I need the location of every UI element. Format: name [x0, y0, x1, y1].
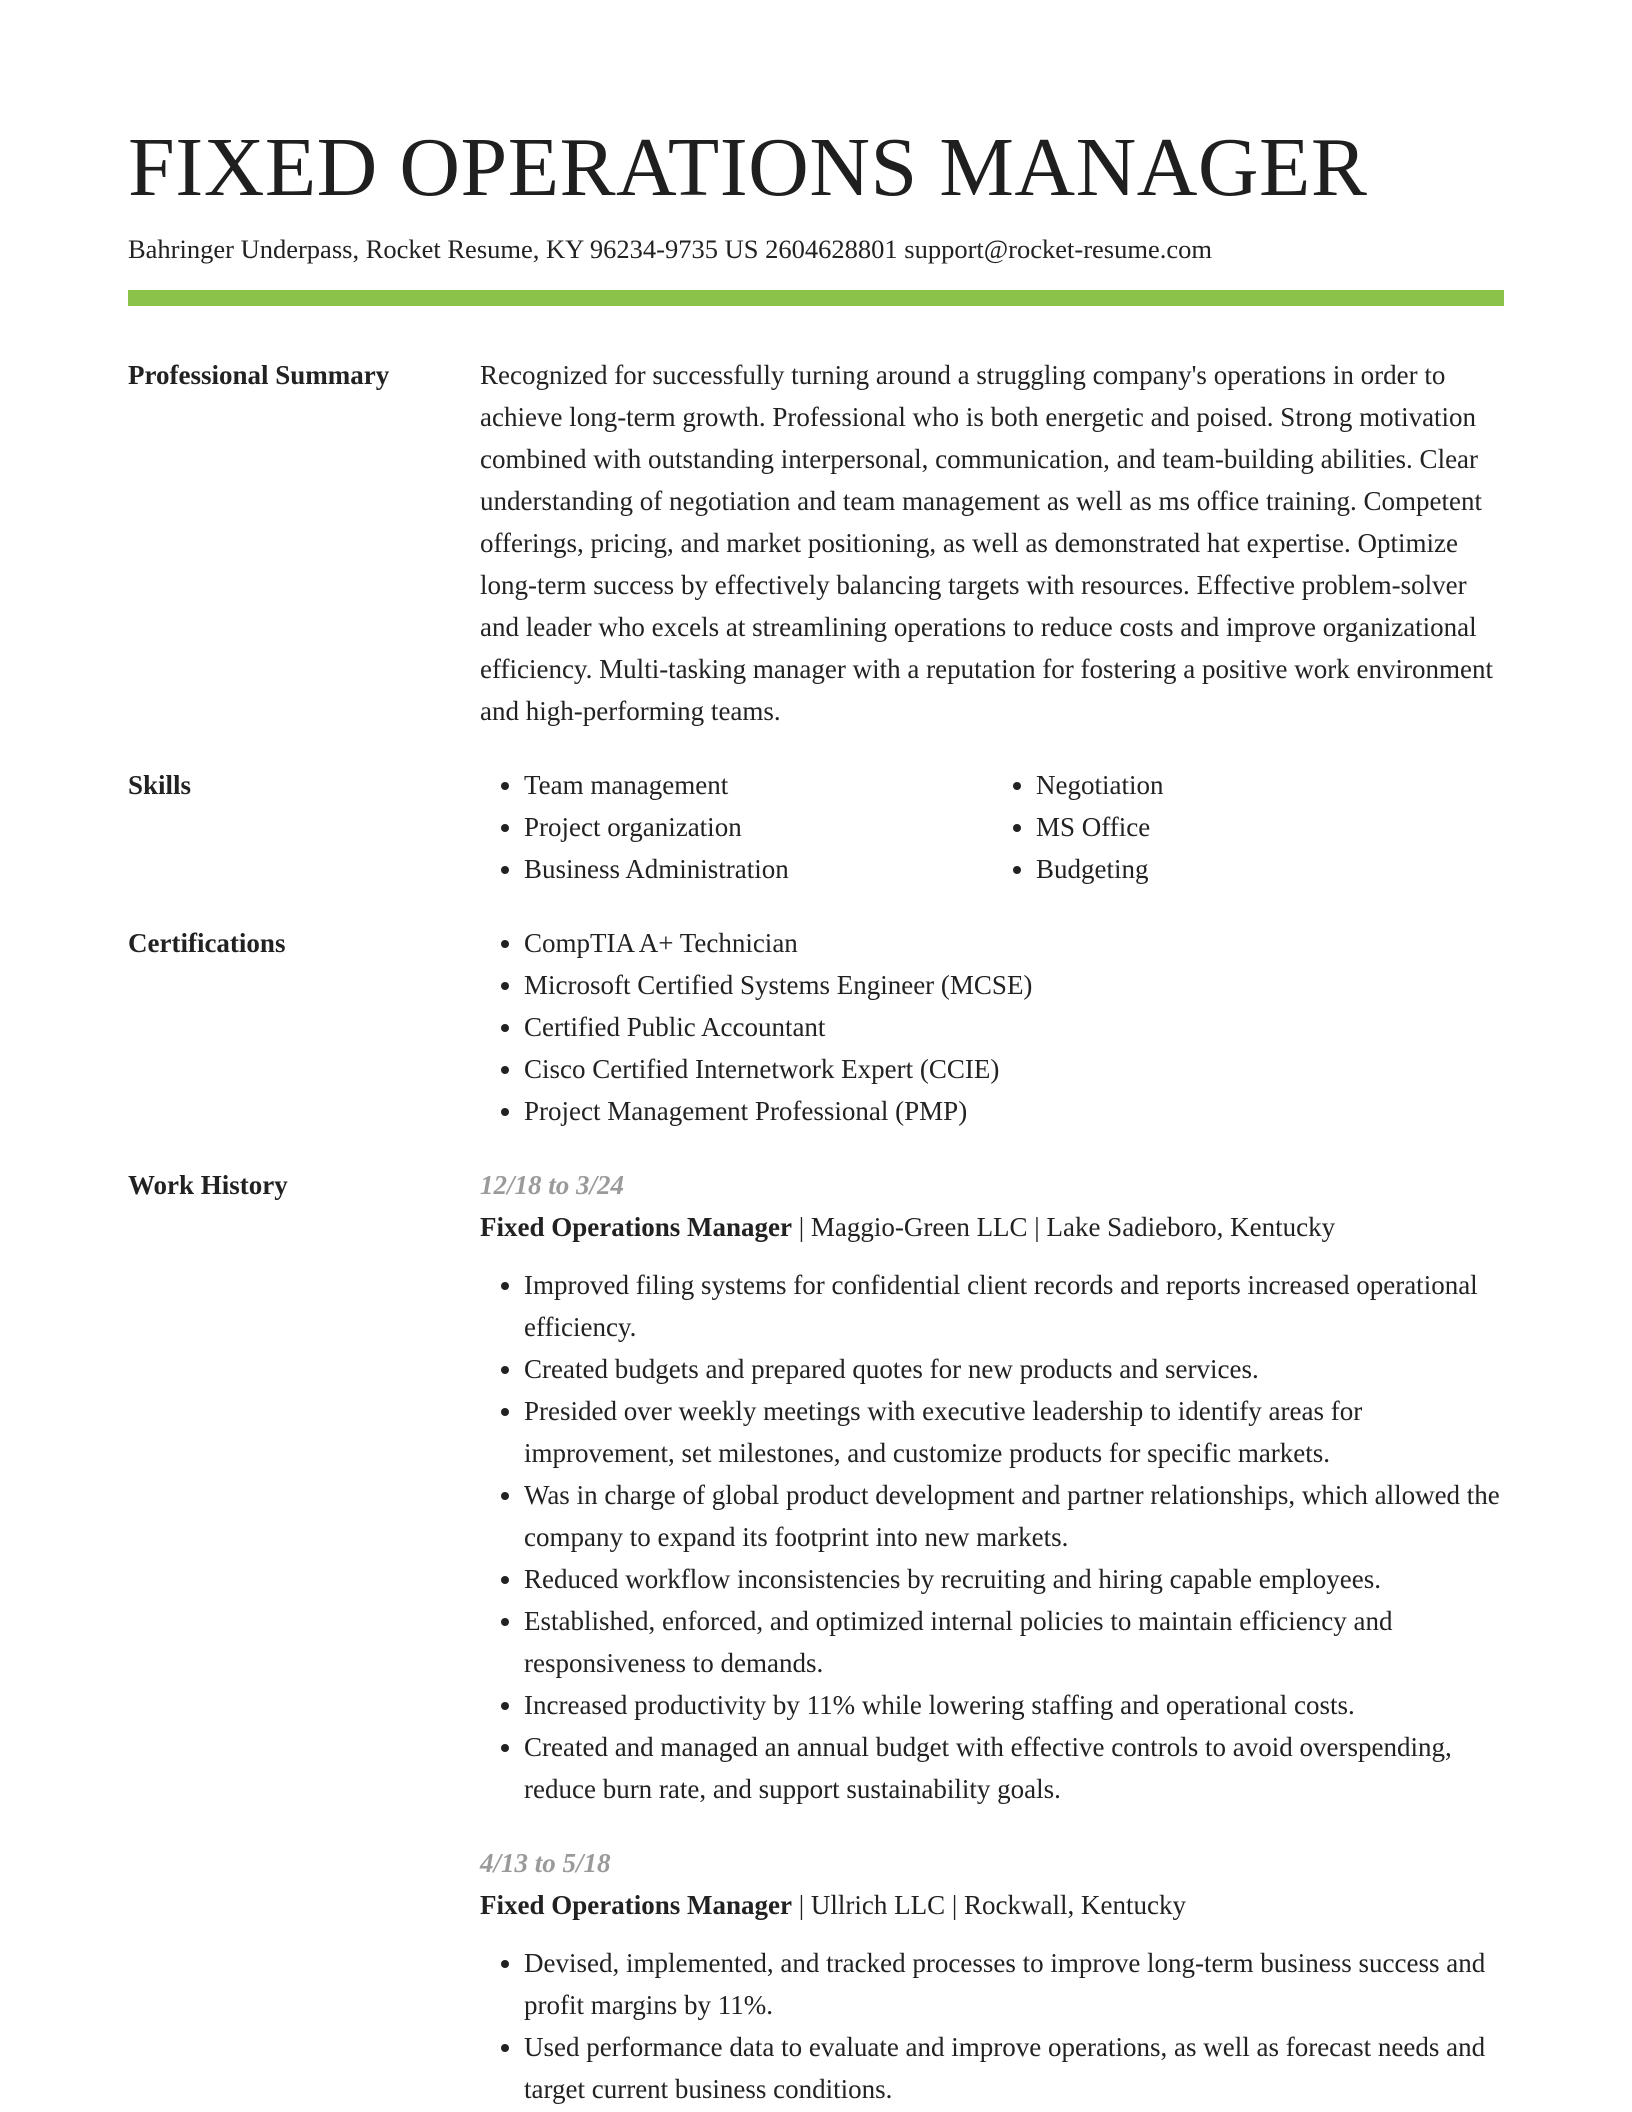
list-item: • Created budgets and prepared quotes for new products and services. [524, 1348, 1504, 1390]
job-heading [480, 1206, 1504, 1248]
list-item: • Budgeting [1036, 848, 1504, 890]
skills-list-right [992, 764, 1504, 890]
section-work-history [128, 1164, 1504, 2110]
job-details: | Maggio-Green LLC | Lake Sadieboro, Kentucky [791, 1212, 1336, 1242]
job-entry [480, 1842, 1504, 2110]
section-professional-summary [128, 354, 1504, 732]
section-label: Professional Summary [128, 360, 390, 390]
list-item: • Was in charge of global product development and partner relationships, which allowed the company to expand its footprint into new markets. [524, 1474, 1504, 1558]
job-bullets [480, 1942, 1504, 2110]
certifications-list [480, 922, 1504, 1132]
list-item: • Established, enforced, and optimized internal policies to maintain efficiency and responsiveness to demands. [524, 1600, 1504, 1684]
list-item: • Reduced workflow inconsistencies by recruiting and hiring capable employees. [524, 1558, 1504, 1600]
list-item: • Microsoft Certified Systems Engineer (MCSE) [524, 964, 1504, 1006]
job-heading [480, 1884, 1504, 1926]
job-dates: 4/13 to 5/18 [480, 1848, 611, 1878]
list-item: • Created and managed an annual budget with effective controls to avoid overspending, reduce burn rate, and support sustainability goals. [524, 1726, 1504, 1810]
list-item: • Cisco Certified Internetwork Expert (CCIE) [524, 1048, 1504, 1090]
list-item: • Negotiation [1036, 764, 1504, 806]
list-item: • Used performance data to evaluate and improve operations, as well as forecast needs and target current business conditions. [524, 2026, 1504, 2110]
skills-grid [480, 764, 1504, 890]
job-title: Fixed Operations Manager [480, 1212, 792, 1242]
section-label: Certifications [128, 928, 286, 958]
list-item: • Devised, implemented, and tracked processes to improve long-term business success and profit margins by 11%. [524, 1942, 1504, 2026]
job-entry [480, 1164, 1504, 1810]
list-item: • Project organization [524, 806, 992, 848]
resume-page [128, 118, 1504, 2110]
skills-list-left [480, 764, 992, 890]
list-item: • Presided over weekly meetings with executive leadership to identify areas for improvement, set milestones, and customize products for specific markets. [524, 1390, 1504, 1474]
accent-divider [128, 290, 1504, 306]
section-certifications [128, 922, 1504, 1132]
resume-name-heading: FIXED OPERATIONS MANAGER [128, 121, 1368, 214]
section-label: Skills [128, 770, 192, 800]
job-bullets [480, 1264, 1504, 1810]
list-item: • Project Management Professional (PMP) [524, 1090, 1504, 1132]
job-title: Fixed Operations Manager [480, 1890, 792, 1920]
list-item: • Team management [524, 764, 992, 806]
section-skills [128, 764, 1504, 890]
job-dates: 12/18 to 3/24 [480, 1170, 625, 1200]
job-details: | Ullrich LLC | Rockwall, Kentucky [791, 1890, 1186, 1920]
list-item: • Certified Public Accountant [524, 1006, 1504, 1048]
list-item: • MS Office [1036, 806, 1504, 848]
list-item: • CompTIA A+ Technician [524, 922, 1504, 964]
summary-text: Recognized for successfully turning around a struggling company's operations in order to achieve long-term growth. Professional who is both energetic and poised. Strong motivation combined with outstanding interpersonal, communication, and team-building abilities. Clear understanding of negotiation and team management as well as ms office training. Competent offerings, pricing, and market positioning, as well as demonstrated hat expertise. Optimize long-term success by effectively balancing targets with resources. Effective problem-solver and leader who excels at streamlining operations to reduce costs and improve organizational efficiency. Multi-tasking manager with a reputation for fostering a positive work environment and high-performing teams. [480, 360, 1493, 726]
list-item: • Business Administration [524, 848, 992, 890]
contact-line: Bahringer Underpass, Rocket Resume, KY 96234-9735 US 2604628801 support@rocket-resume.com [128, 234, 1212, 264]
list-item: • Improved filing systems for confidential client records and reports increased operational efficiency. [524, 1264, 1504, 1348]
section-label: Work History [128, 1170, 288, 1200]
list-item: • Increased productivity by 11% while lowering staffing and operational costs. [524, 1684, 1504, 1726]
